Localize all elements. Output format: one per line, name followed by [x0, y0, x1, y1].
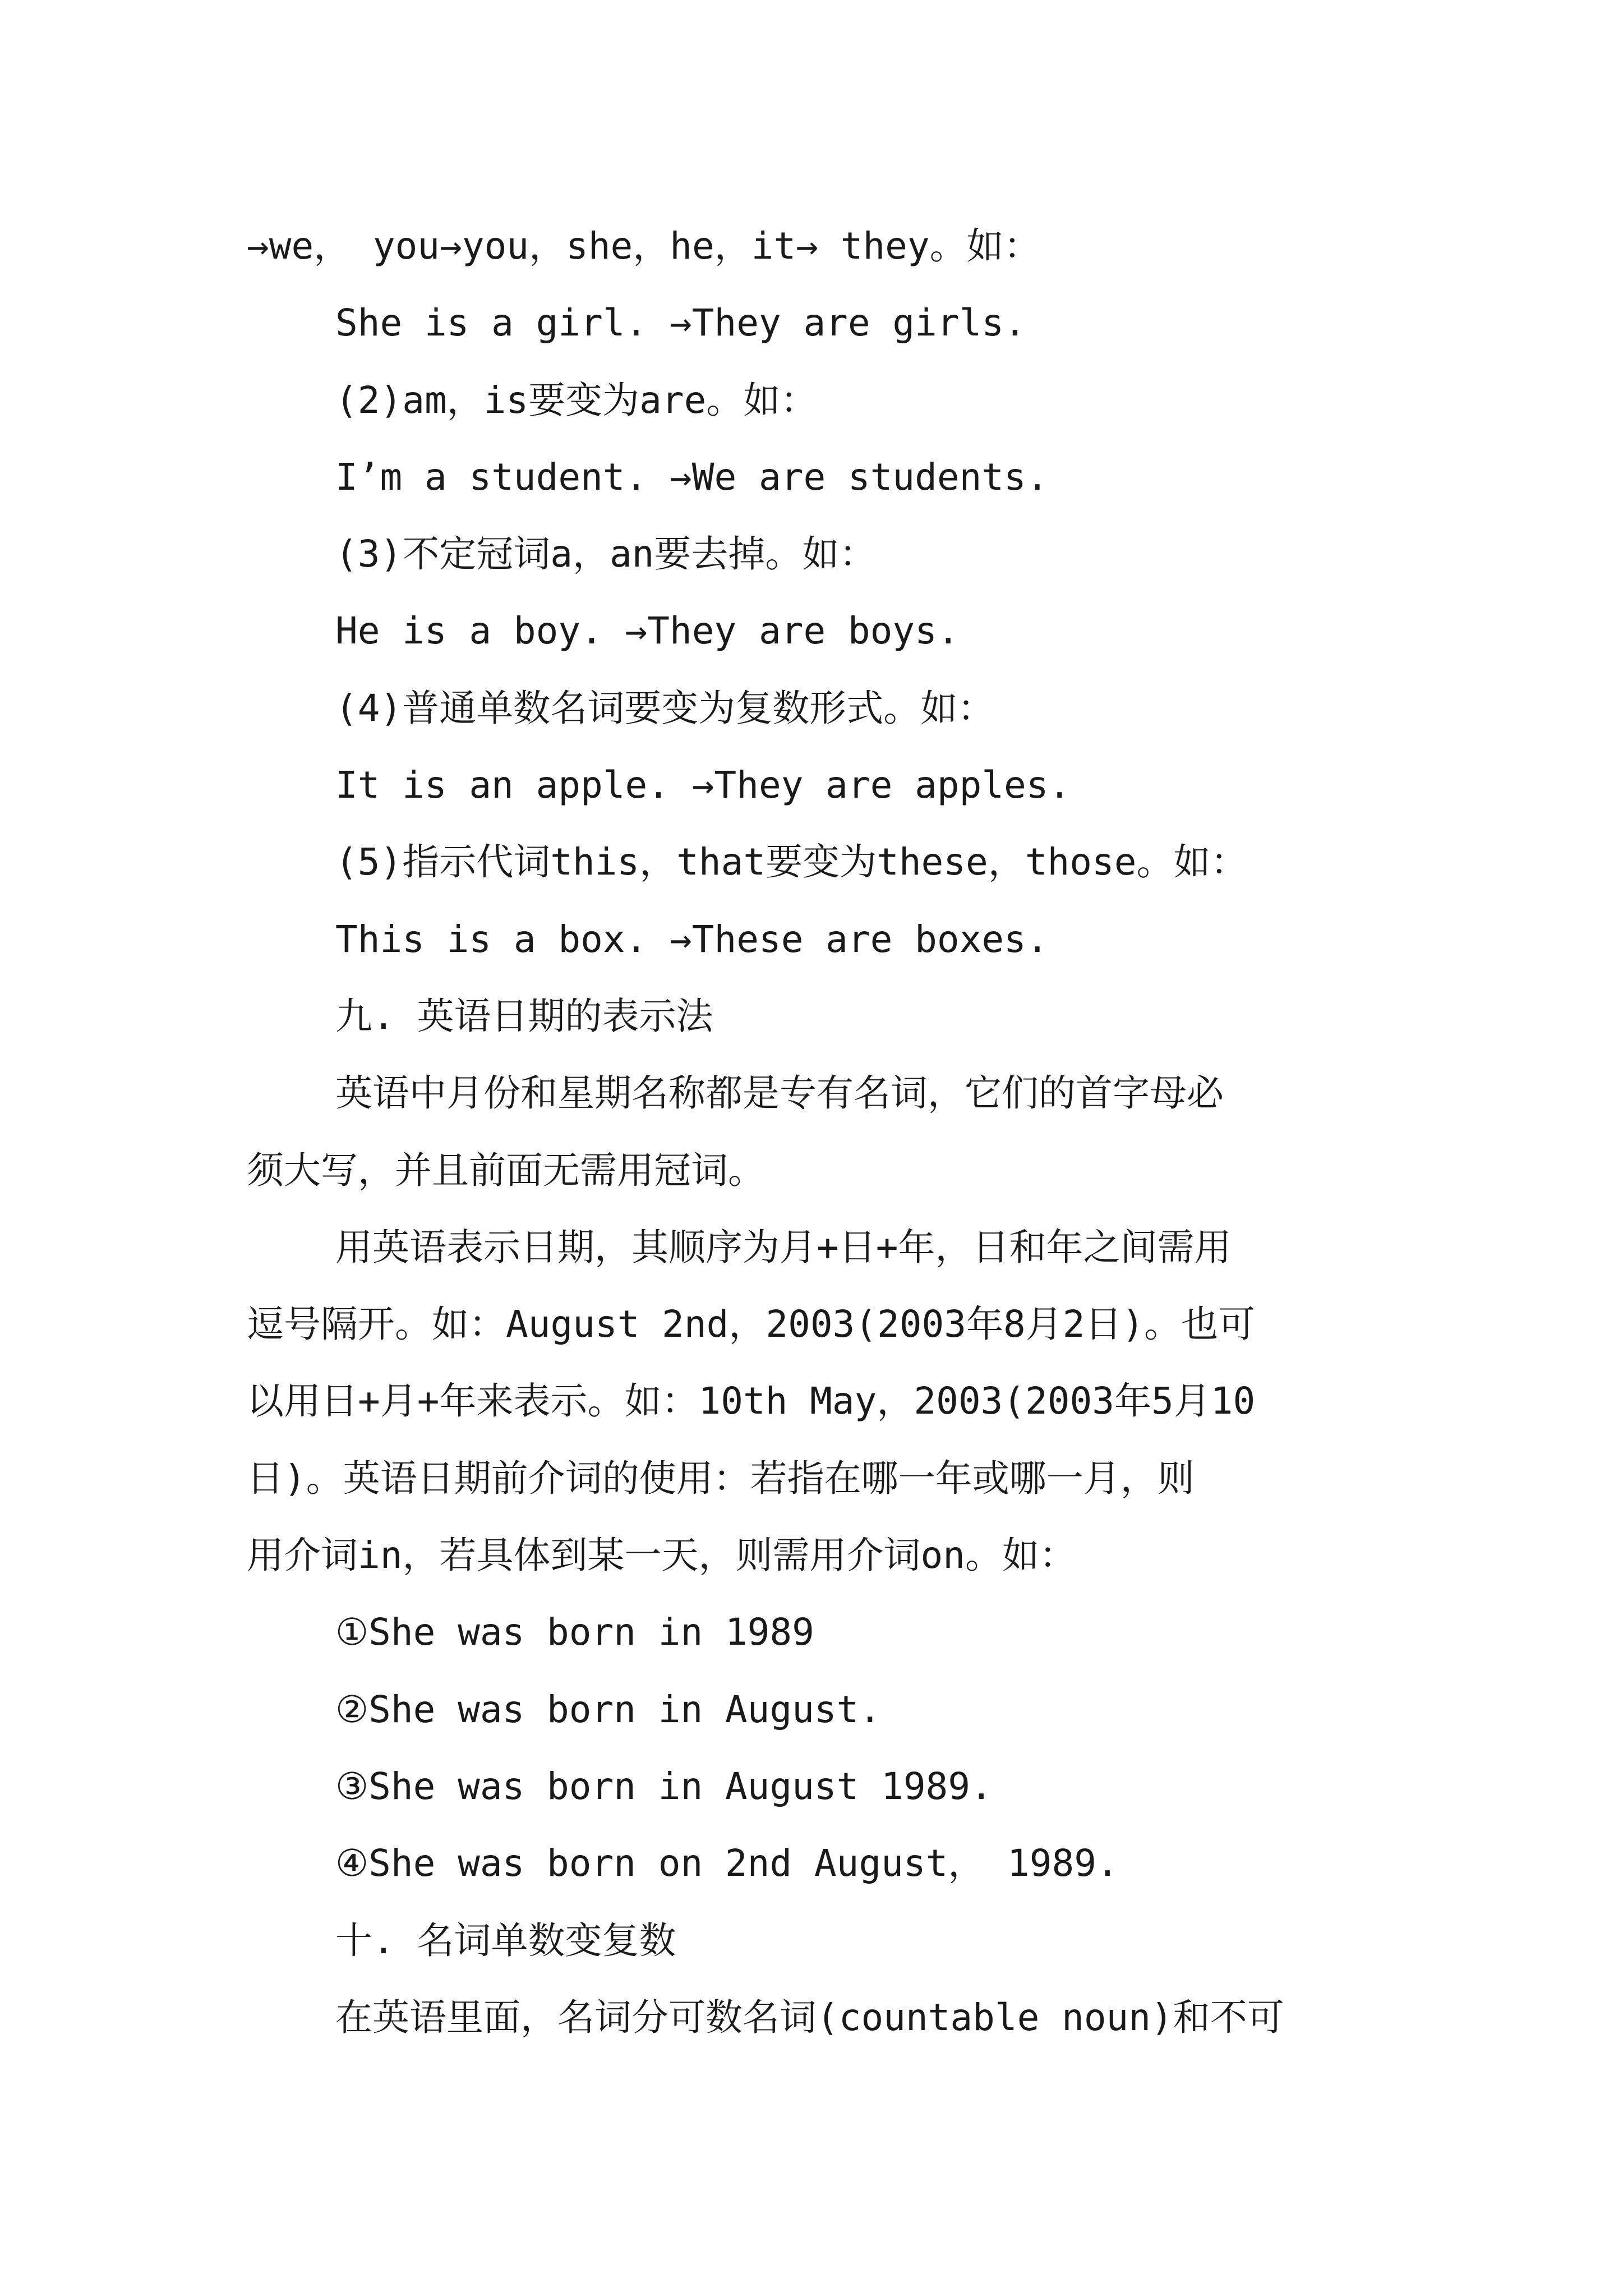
text-line: 以用日+月+年来表示。如：10th May，2003(2003年5月10 — [247, 1379, 1256, 1423]
text-line: 英语中月份和星期名称都是专有名词，它们的首字母必 — [335, 1071, 1224, 1115]
text-line: (4)普通单数名词要变为复数形式。如： — [335, 686, 995, 730]
text-line: →we， you→you，she，he，it→ they。如： — [247, 224, 1041, 268]
example-line: ③She was born in August 1989. — [335, 1764, 993, 1808]
text-line: 逗号隔开。如：August 2nd，2003(2003年8月2日)。也可 — [247, 1303, 1256, 1346]
text-line: (3)不定冠词a，an要去掉。如： — [335, 532, 877, 576]
section-heading: 十. 名词单数变复数 — [335, 1918, 676, 1962]
section-heading: 九. 英语日期的表示法 — [335, 994, 713, 1038]
text-line: 在英语里面，名词分可数名词(countable noun)和不可 — [335, 1995, 1284, 2039]
example-line: ①She was born in 1989 — [335, 1611, 814, 1654]
text-line: 须大写，并且前面无需用冠词。 — [247, 1148, 765, 1192]
example-line: ④She was born on 2nd August， 1989. — [335, 1842, 1119, 1885]
text-line: 日)。英语日期前介词的使用：若指在哪一年或哪一月，则 — [247, 1456, 1195, 1500]
text-line: This is a box. →These are boxes. — [335, 917, 1049, 961]
text-line: 用英语表示日期，其顺序为月+日+年，日和年之间需用 — [335, 1225, 1232, 1269]
example-line: ②She was born in August. — [335, 1687, 882, 1731]
document-body — [247, 208, 1396, 2056]
text-line: I’m a student. →We are students. — [335, 455, 1049, 499]
text-line: It is an apple. →They are apples. — [335, 763, 1071, 807]
text-line: (5)指示代词this，that要变为these，those。如： — [335, 840, 1248, 884]
text-line: She is a girl. →They are girls. — [335, 301, 1026, 345]
text-line: He is a boy. →They are boys. — [335, 609, 960, 653]
text-line: (2)am，is要变为are。如： — [335, 378, 818, 422]
text-line: 用介词in，若具体到某一天，则需用介词on。如： — [247, 1534, 1076, 1577]
